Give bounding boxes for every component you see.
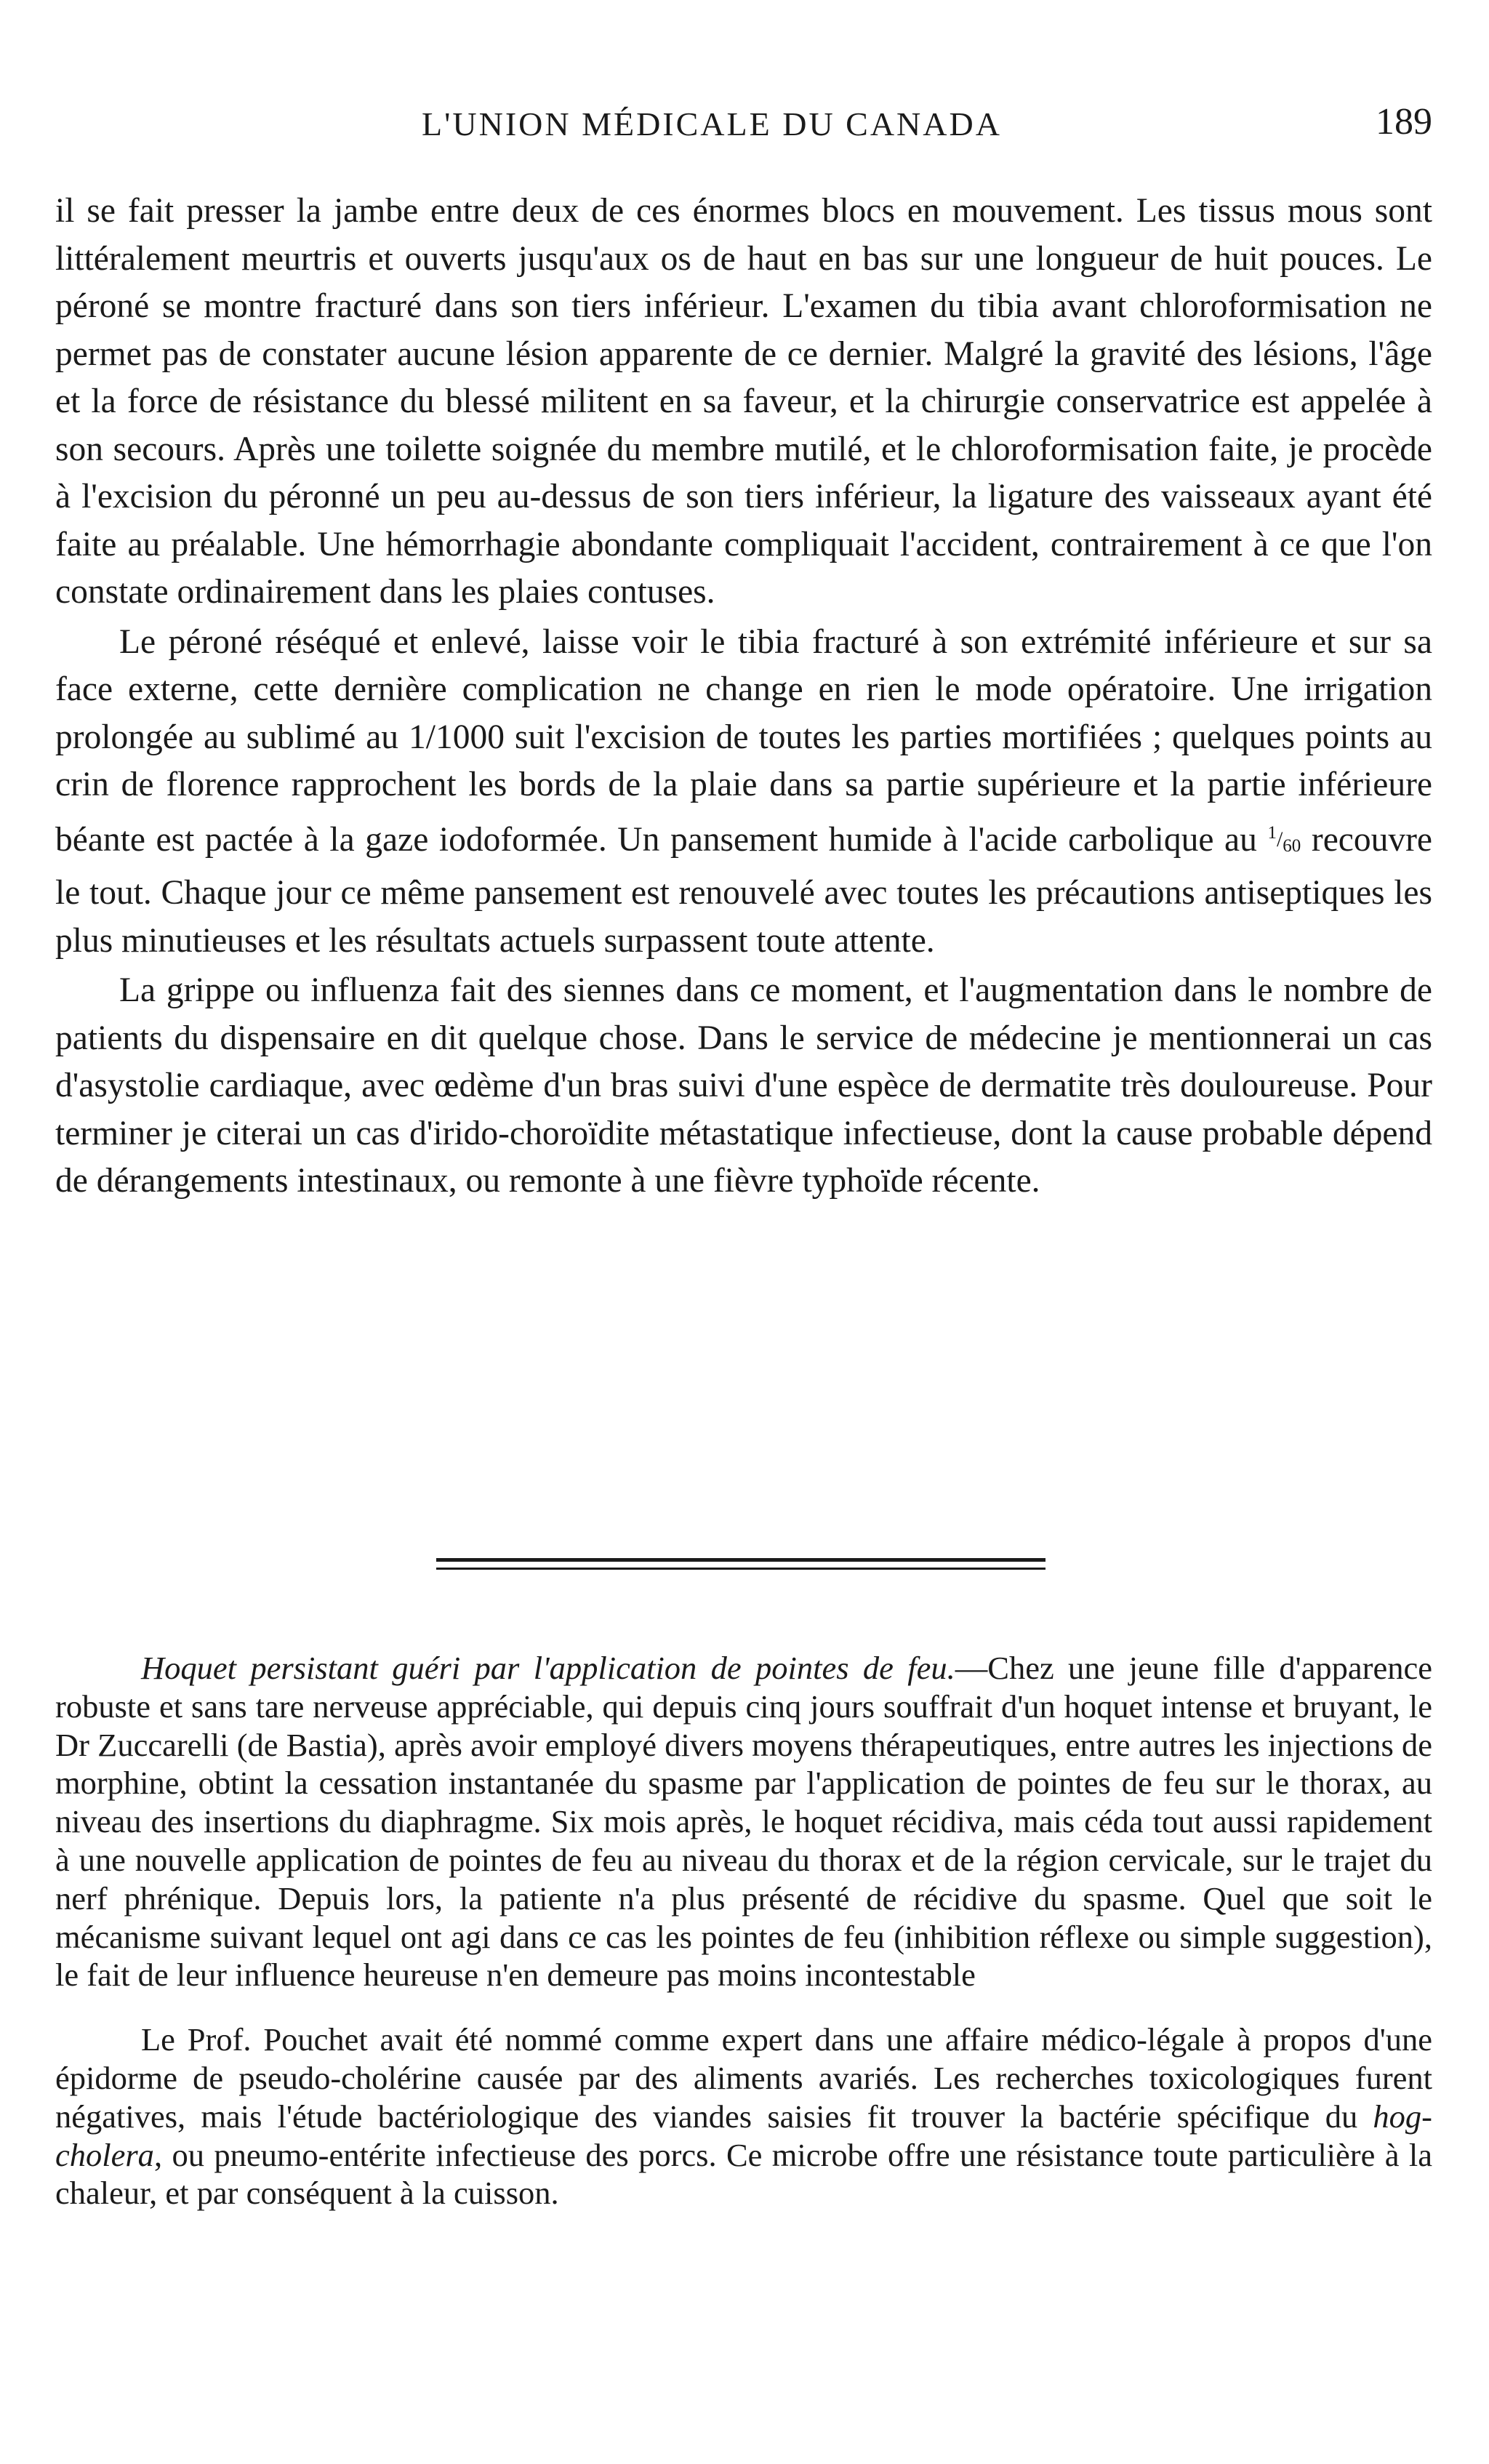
- note-hoquet-title: Hoquet persistant guéri par l'application de pointes de feu.: [141, 1650, 955, 1686]
- paragraph-operation: [55, 619, 1432, 966]
- running-title: L'UNION MÉDICALE DU CANADA: [422, 105, 1002, 143]
- paragraph-operation-end: recouvre le tout. Chaque jour ce même pansement est renouvelé avec toutes les précautions antiseptiques les plus minutieuses et les résultats actuels surpassent toute attente.: [55, 820, 1433, 960]
- note-pouchet-body-start: Le Prof. Pouchet avait été nommé comme expert dans une affaire médico-légale à propos d'une épidorme de pseudo-cholérine causée par des aliments avariés. Les recherches toxicologiques furent négatives, mais l'étude bactériologique des viandes saisies fit trouver la bactérie spécifique du: [55, 2021, 1432, 2135]
- paragraph-grippe: La grippe ou influenza fait des siennes dans ce moment, et l'augmentation dans le nombre de patients du dispensaire en dit quelque chose. Dans le service de médecine je mentionnerai un cas d'asystolie cardiaque, avec œdème d'un bras suivi d'une espèce de dermatite très douloureuse. Pour terminer je citerai un cas d'irido-choroïdite métastatique infectieuse, dont la cause probable dépend de dérangements intestinaux, ou remonte à une fièvre typhoïde récente.: [55, 971, 1432, 1200]
- fraction: $^1/_{60}$: [1267, 822, 1301, 856]
- notes-section: [55, 1649, 1432, 2212]
- section-divider: [436, 1558, 1045, 1570]
- note-hoquet: [55, 1649, 1432, 1994]
- paragraph-operation-text: Le péroné réséqué et enlevé, laisse voir le tibia fracturé à son extrémité inférieure et sur sa face externe, cette dernière complication ne change en rien le mode opératoire. Une irrigation prolongée au sublimé au 1/1000 suit l'excision de toutes les parties mortifiées ; quelques points au crin de florence rapprochent les bords de la plaie dans sa partie supérieure et la partie inférieure béante est pactée à la gaze iodoformée. Un pansement humide à l'acide carbolique au: [55, 622, 1432, 859]
- divider-thick-rule: [436, 1558, 1045, 1562]
- note-pouchet-body-end: , ou pneumo-entérite infectieuse des porcs. Ce microbe offre une résistance toute particulière à la chaleur, et par conséquent à la cuisson.: [55, 2136, 1432, 2212]
- fraction-numerator: 1: [1267, 822, 1277, 843]
- note-pouchet: [55, 2020, 1432, 2212]
- note-pouchet-italic: hog-cholera: [55, 2098, 1432, 2173]
- article-body: [55, 188, 1432, 1208]
- page-number: 189: [1376, 101, 1432, 143]
- paragraph-continuation: il se fait presser la jambe entre deux de ces énormes blocs en mouvement. Les tissus mous sont littéralement meurtris et ouverts jusqu'aux os de haut en bas sur une longueur de huit pouces. Le péroné se montre fracturé dans son tiers inférieur. L'examen du tibia avant chloroformisation ne permet pas de constater aucune lésion apparente de ce dernier. Malgré la gravité des lésions, l'âge et la force de résistance du blessé militent en sa faveur, et la chirurgie conservatrice est appelée à son secours. Après une toilette soignée du membre mutilé, et le chloroformisation faite, je procède à l'excision du péronné un peu au-dessus de son tiers inférieur, la ligature des vaisseaux ayant été faite au préalable. Une hémorrhagie abondante compliquait l'accident, contrairement à ce que l'on constate ordinairement dans les plaies contuses.: [55, 192, 1432, 611]
- divider-thin-rule: [436, 1568, 1045, 1570]
- note-hoquet-body: —Chez une jeune fille d'apparence robuste et sans tare nerveuse appréciable, qui depuis cinq jours souffrait d'un hoquet intense et bruyant, le Dr Zuccarelli (de Bastia), après avoir employé divers moyens thérapeutiques, entre autres les injections de morphine, obtint la cessation instantanée du spasme par l'application de pointes de feu sur le thorax, au niveau des insertions du diaphragme. Six mois après, le hoquet récidiva, mais céda tout aussi rapidement à une nouvelle application de pointes de feu au niveau du thorax et de la région cervicale, sur le trajet du nerf phrénique. Depuis lors, la patiente n'a plus présenté de récidive du spasme. Quel que soit le mécanisme suivant lequel ont agi dans ce cas les pointes de feu (inhibition réflexe ou simple suggestion), le fait de leur influence heureuse n'en demeure pas moins incontestable: [55, 1650, 1432, 1994]
- running-head: [145, 96, 1432, 154]
- fraction-denominator: 60: [1283, 835, 1301, 856]
